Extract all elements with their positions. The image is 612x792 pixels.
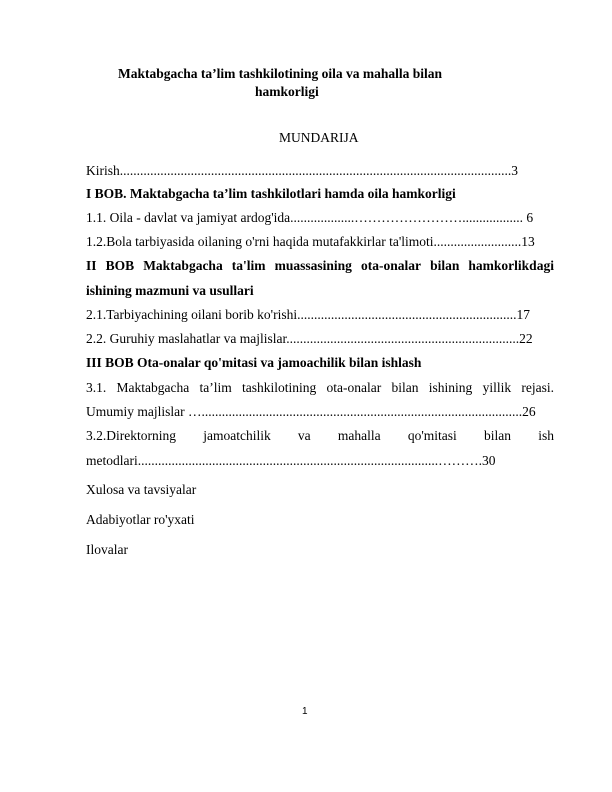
- word: rejasi.: [521, 380, 554, 395]
- word: ta’lim: [199, 380, 232, 395]
- toc-entry-conclusion: Xulosa va tavsiyalar: [86, 482, 197, 497]
- word: bilan: [484, 428, 511, 443]
- word: Maktabgacha: [116, 380, 190, 395]
- document-title-line1: Maktabgacha ta’lim tashkilotining oila va mahalla bilan: [118, 66, 443, 81]
- word: BOB: [105, 258, 135, 273]
- word: qo'mitasi: [407, 428, 457, 443]
- word: 3.1.: [86, 380, 107, 395]
- word: muassasining: [274, 258, 352, 273]
- word: II: [86, 258, 97, 273]
- word: hamkorlikdagi: [468, 258, 554, 273]
- toc-entry-3-1-line1: [86, 380, 554, 396]
- toc-chapter-1-title: I BOB. Maktabgacha ta’lim tashkilotlari hamda oila hamkorligi: [86, 186, 456, 201]
- toc-chapter-2-title-line2: ishining mazmuni va usullari: [86, 283, 254, 298]
- toc-chapter-2-title-words: [86, 258, 554, 274]
- toc-entry-intro: Kirish....................................................................................................................3: [86, 163, 518, 178]
- toc-entry-2-2: 2.2. Guruhiy maslahatlar va majlislar.....................................................................22: [86, 331, 533, 346]
- toc-entry-appendices: Ilovalar: [86, 542, 128, 557]
- page-number: 1: [302, 706, 308, 717]
- toc-entry-references: Adabiyotlar ro'yxati: [86, 512, 195, 527]
- word: 3.2.Direktorning: [86, 428, 176, 443]
- toc-entry-3-1-line2: Umumiy majlislar …...............................................................................................26: [86, 404, 536, 419]
- toc-entry-3-1-words: [86, 380, 554, 396]
- toc-entry-1-2: 1.2.Bola tarbiyasida oilaning o'rni haqida mutafakkirlar ta'limoti..........................13: [86, 234, 535, 249]
- word: tashkilotining: [242, 380, 317, 395]
- toc-chapter-3-title: III BOB Ota-onalar qo'mitasi va jamoachilik bilan ishlash: [86, 355, 422, 370]
- word: ish: [538, 428, 554, 443]
- word: ota-onalar: [326, 380, 382, 395]
- toc-entry-3-2-words: [86, 428, 554, 444]
- document-title-line2: hamkorligi: [255, 84, 319, 99]
- word: Maktabgacha: [143, 258, 223, 273]
- toc-entry-3-2-line1: [86, 428, 554, 444]
- toc-entry-1-1: 1.1. Oila - davlat va jamiyat ardog'ida...................…………………….................. 6: [86, 210, 534, 225]
- toc-chapter-2-title-line1: [86, 258, 554, 274]
- word: jamoatchilik: [203, 428, 271, 443]
- word: va: [297, 428, 311, 443]
- contents-heading: MUNDARIJA: [279, 130, 359, 145]
- word: ishining: [428, 380, 473, 395]
- toc-entry-2-1: 2.1.Tarbiyachining oilani borib ko'rishi.................................................................17: [86, 307, 530, 322]
- toc-entry-3-2-line2: metodlari.........................................................................................……….30: [86, 453, 496, 468]
- word: mahalla: [337, 428, 381, 443]
- word: yillik: [482, 380, 512, 395]
- word: bilan: [430, 258, 460, 273]
- word: ota-onalar: [360, 258, 421, 273]
- word: bilan: [391, 380, 419, 395]
- word: ta'lim: [231, 258, 266, 273]
